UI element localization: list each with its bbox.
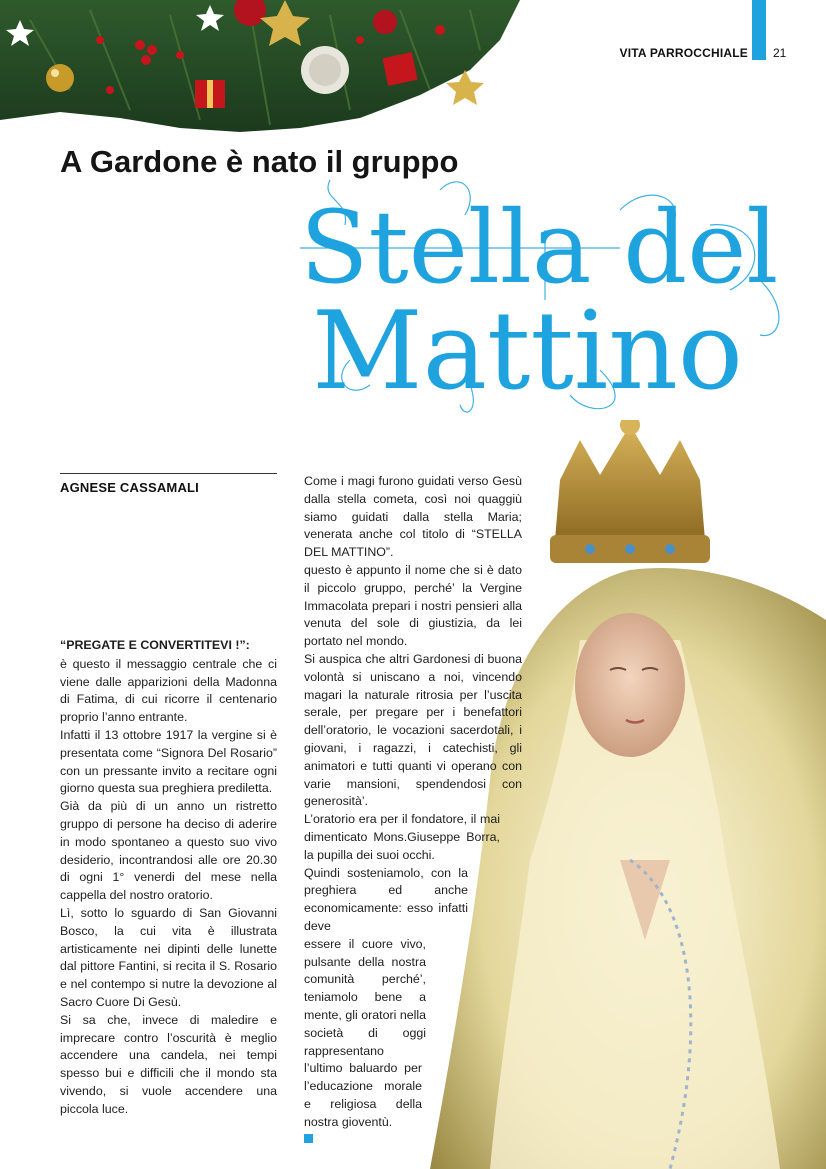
narrow-text-block <box>304 811 522 1131</box>
lead-heading: “PREGATE E CONVERTITEVI !”: <box>60 638 250 652</box>
paragraph: Infatti il 13 ottobre 1917 la vergine si è presentata come “Signora Del Rosario” con un pressante invito a recitare ogni giorno questa sua preghiera prediletta. <box>60 727 277 796</box>
section-accent-bar <box>752 0 766 60</box>
statue-face <box>575 613 685 757</box>
end-of-article-mark <box>304 1134 313 1143</box>
paragraph: Si sa che, invece di maledire e imprecare contro l’oscurità è meglio accendere una candela, nei tempi spesso bui e difficili che il mondo sta vivendo, si vuole accendere una piccola luce. <box>60 1012 277 1116</box>
gold-bauble-icon <box>46 64 74 92</box>
middle-column <box>304 473 522 1149</box>
left-column <box>60 637 277 1119</box>
paragraph: L’oratorio era per il fondatore, il mai dimenticato Mons.Giuseppe Borra, la pupilla dei suoi occhi. <box>304 812 500 862</box>
byline-rule <box>60 473 277 474</box>
author-byline: AGNESE CASSAMALI <box>60 480 199 495</box>
paragraph: Si auspica che altri Gardonesi di buona volontà si uniscano a noi, vincendo magari la naturale ritrosia per l’uscita serale, per pregare per i benefattori dell’oratorio, le vocazioni sacerdotali, i giovani, i ragazzi, i catechisti, gli animatori e tutti quanti vi operano con varie mansioni, spendendosi con generosità’. <box>304 651 522 809</box>
paragraph: Quindi sosteniamolo, con la preghiera ed anche economicamente: esso infatti deve <box>304 865 468 933</box>
title-line-1: Stella del <box>300 189 779 306</box>
title-line-2: Mattino <box>312 289 743 414</box>
paragraph: è questo il messaggio centrale che ci viene dalle apparizioni della Madonna di Fatima, di cui ricorre il centenario proprio l’anno entrante. <box>60 656 277 725</box>
christmas-garland-decoration <box>0 0 520 150</box>
paragraph: Lì, sotto lo sguardo di San Giovanni Bosco, la cui vita è illustrata artisticamente nei dipinti delle lunette dal pittore Fantini, si recita il S. Rosario e nel contempo si nutre la devozione al Sacro Cuore Di Gesù. <box>60 905 277 1009</box>
paragraph: l’ultimo baluardo per l’educazione morale e religiosa della nostra gioventù. <box>304 1061 422 1129</box>
paragraph: questo è appunto il nome che si è dato il piccolo gruppo, perché’ la Vergine Immacolata prepari i nostri pensieri alla venuta del sole di giustizia, da lei portato nel mondo. <box>304 562 522 649</box>
article-kicker: A Gardone è nato il gruppo <box>60 144 459 179</box>
article-title <box>290 170 810 430</box>
page-number: 21 <box>773 46 787 60</box>
paragraph: essere il cuore vivo, pulsante della nostra comunità perché’, teniamolo bene a mente, gli oratori nella società di oggi rappresentano <box>304 936 426 1058</box>
crown-icon <box>555 425 705 540</box>
paragraph: Come i magi furono guidati verso Gesù dalla stella cometa, così noi quaggiù siamo guidati dalla stella Maria; venerata anche col titolo di “STELLA DEL MATTINO”. <box>304 474 522 560</box>
section-label: VITA PARROCCHIALE <box>619 46 748 60</box>
paragraph: Già da più di un anno un ristretto gruppo di persone ha deciso di aderire in modo spontaneo a questo suo vivo desiderio, incontrandosi alle ore 20.30 di ogni 1° venerdi del mese nella cappella del nostro oratorio. <box>60 799 277 903</box>
